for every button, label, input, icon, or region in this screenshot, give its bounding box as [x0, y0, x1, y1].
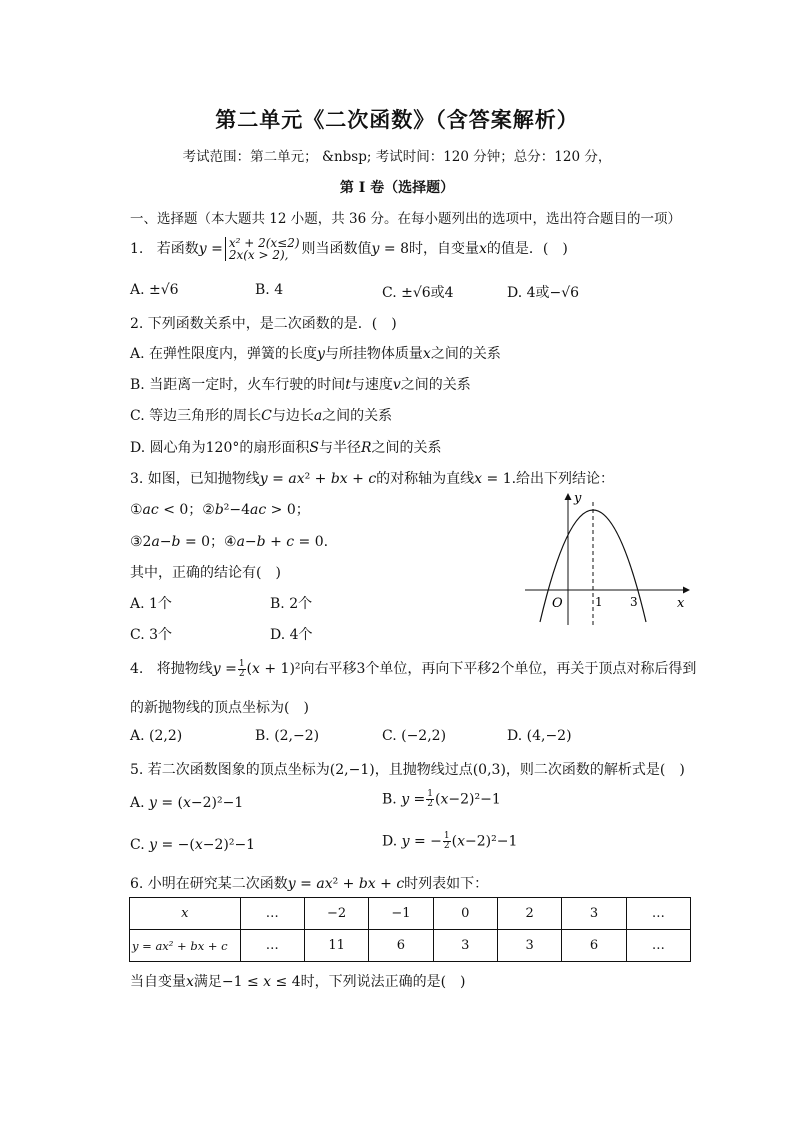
q5-option-d — [382, 832, 517, 851]
q5-option-b-expression: (𝑥−2)²−1 — [435, 791, 501, 808]
q5-option-c: C. 𝑦 = −(𝑥−2)²−1 — [130, 837, 256, 853]
question-4-continued: 的新抛物线的顶点坐标为( ) — [130, 700, 309, 716]
q2-option-a: A. 在弹性限度内，弹簧的长度𝑦与所挂物体质量𝑥之间的关系 — [130, 346, 501, 362]
question-number: 1. — [130, 241, 144, 257]
q5-option-a: A. 𝑦 = (𝑥−2)²−1 — [130, 795, 244, 811]
q5-option-b — [382, 790, 501, 809]
table-cell: 2 — [497, 898, 561, 930]
question-5: 5. 若二次函数图象的顶点坐标为(2,−1)，且抛物线过点(0,3)，则二次函数的解析式是( ) — [130, 762, 685, 778]
table-cell: 6 — [562, 930, 626, 962]
table-row — [130, 930, 691, 962]
q3-question: 其中，正确的结论有( ) — [130, 565, 281, 581]
table-cell: … — [240, 930, 304, 962]
y-axis-arrow — [565, 493, 572, 500]
question-1 — [130, 237, 568, 261]
fraction-numerator: 1 — [238, 658, 245, 669]
piecewise-function — [225, 237, 300, 261]
piecewise-case-2: 2x(x > 2), — [228, 248, 289, 262]
q1-option-c: C. ±√6或4 — [382, 285, 454, 301]
q3-statement-2: ③2𝑎−𝑏 = 0；④𝑎−𝑏 + 𝑐 = 0. — [130, 534, 329, 550]
q4-option-a: A. (2,2) — [130, 728, 183, 744]
table-cell: … — [626, 898, 690, 930]
tick-label-1: 1 — [595, 595, 603, 609]
q1-option-a: A. ±√6 — [130, 282, 179, 298]
q4-option-d: D. (4,−2) — [507, 728, 572, 744]
table-cell: y = ax² + bx + c — [130, 930, 241, 962]
y-axis-label: y — [574, 491, 582, 506]
table-cell: −2 — [304, 898, 368, 930]
volume-heading: 第 I 卷（选择题） — [339, 180, 455, 196]
question-4-text: (𝑥 + 1)²向右平移3个单位，再向下平移2个单位，再关于顶点对称后得到 — [246, 661, 697, 677]
table-row — [130, 898, 691, 930]
fraction-denominator: 2 — [443, 841, 450, 851]
q3-option-b: B. 2个 — [270, 596, 313, 612]
question-1-suffix: 则当函数值𝑦 = 8时，自变量𝑥的值是．( ) — [301, 241, 568, 257]
q2-option-b: B. 当距离一定时，火车行驶的时间𝑡与速度𝑣之间的关系 — [130, 377, 471, 393]
question-number: 4. — [130, 661, 144, 677]
table-cell: … — [626, 930, 690, 962]
q4-option-c: C. (−2,2) — [382, 728, 447, 744]
question-3: 3. 如图，已知抛物线𝑦 = 𝑎𝑥² + 𝑏𝑥 + 𝑐的对称轴为直线𝑥 = 1.给出下列结论： — [130, 471, 615, 487]
tick-label-3: 3 — [630, 595, 638, 609]
section-heading: 一、选择题（本大题共 12 小题，共 36 分。在每小题列出的选项中，选出符合题目的一项） — [130, 211, 682, 227]
table-cell: 0 — [433, 898, 497, 930]
q5-option-d-prefix: D. 𝑦 = − — [382, 833, 442, 850]
fraction-denominator: 2 — [238, 668, 245, 679]
fraction-numerator: 1 — [427, 789, 434, 799]
x-axis-label: x — [677, 596, 685, 611]
fraction-denominator: 2 — [427, 799, 434, 809]
piecewise-case-1: x² + 2(x≤2) — [228, 236, 300, 250]
question-1-prefix: 若函数𝑦 = — [156, 241, 223, 257]
q3-option-d: D. 4个 — [270, 627, 313, 643]
q3-statement-1: ①𝑎𝑐 < 0；②𝑏²−4𝑎𝑐 > 0； — [130, 502, 310, 518]
table-cell: 6 — [369, 930, 433, 962]
value-table — [129, 897, 691, 962]
question-4-prefix: 将抛物线𝑦 = — [156, 661, 237, 677]
q3-option-a: A. 1个 — [130, 596, 172, 612]
q2-option-d: D. 圆心角为120°的扇形面积𝑆与半径𝑅之间的关系 — [130, 440, 442, 456]
exam-info: 考试范围：第二单元； &nbsp; 考试时间：120 分钟；总分：120 分， — [182, 149, 612, 165]
question-6-condition: 当自变量𝑥满足−1 ≤ 𝑥 ≤ 4时，下列说法正确的是( ) — [130, 974, 466, 990]
table-cell: x — [130, 898, 241, 930]
parabola-graph — [520, 490, 695, 630]
fraction-one-half — [443, 832, 451, 851]
q1-option-b: B. 4 — [255, 282, 284, 298]
q5-option-d-expression: (𝑥−2)²−1 — [451, 833, 518, 850]
table-cell: 3 — [497, 930, 561, 962]
q1-option-d: D. 4或−√6 — [507, 285, 580, 301]
origin-label: O — [552, 596, 563, 611]
fraction-one-half — [426, 790, 434, 809]
q5-option-b-prefix: B. 𝑦 = — [382, 791, 426, 808]
q4-option-b: B. (2,−2) — [255, 728, 320, 744]
table-cell: 11 — [304, 930, 368, 962]
table-cell: … — [240, 898, 304, 930]
q3-option-c: C. 3个 — [130, 627, 173, 643]
question-2: 2. 下列函数关系中，是二次函数的是．( ) — [130, 316, 397, 332]
question-4 — [130, 658, 696, 679]
table-cell: 3 — [562, 898, 626, 930]
q2-option-c: C. 等边三角形的周长𝐶与边长𝑎之间的关系 — [130, 408, 393, 424]
fraction-numerator: 1 — [443, 831, 450, 841]
x-axis-arrow — [683, 587, 690, 594]
page-title: 第二单元《二次函数》（含答案解析） — [215, 107, 579, 132]
question-6: 6. 小明在研究某二次函数𝑦 = 𝑎𝑥² + 𝑏𝑥 + 𝑐时列表如下： — [130, 876, 489, 892]
table-cell: 3 — [433, 930, 497, 962]
table-cell: −1 — [369, 898, 433, 930]
fraction-one-half — [238, 660, 246, 679]
